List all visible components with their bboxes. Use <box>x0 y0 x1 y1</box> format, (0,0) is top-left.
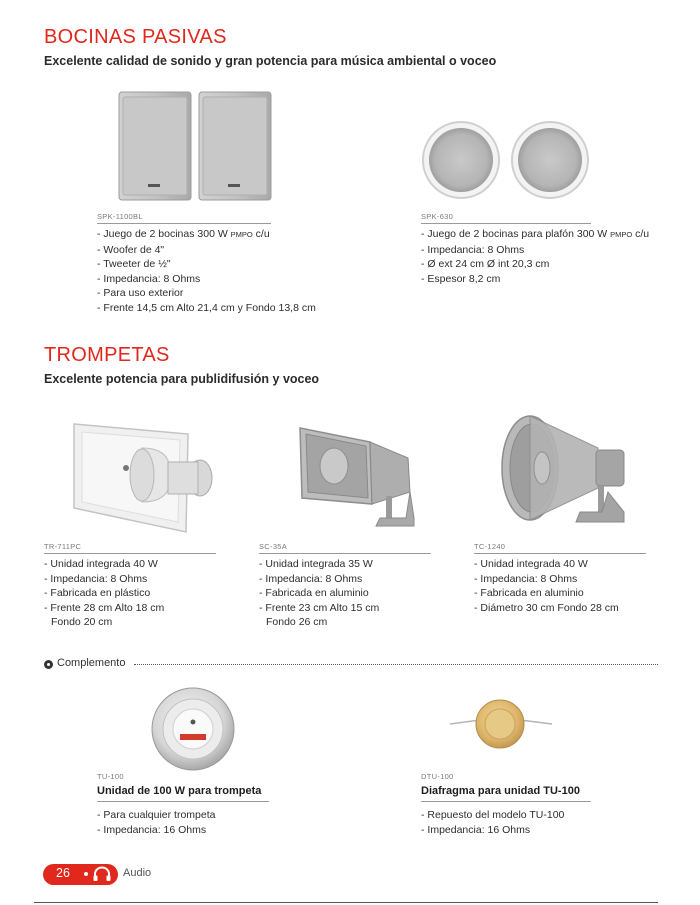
divider <box>474 553 646 554</box>
product-code: TU-100 <box>97 772 124 781</box>
spk-1100bl-image <box>116 90 276 202</box>
dotted-leader <box>134 664 658 665</box>
product-code: SPK-630 <box>421 212 454 221</box>
spec-item: - Unidad integrada 40 W <box>474 558 588 570</box>
tr-711pc-image <box>68 420 218 535</box>
spec-item: - Unidad integrada 40 W <box>44 558 158 570</box>
spec-item: - Repuesto del modelo TU-100 <box>421 809 565 821</box>
spec-list <box>44 557 164 630</box>
spec-item: - Para cualquier trompeta <box>97 809 216 821</box>
spec-item: - Impedancia: 8 Ohms <box>97 272 201 285</box>
complemento-label: Complemento <box>57 657 126 669</box>
product-code: TC-1240 <box>474 542 506 551</box>
section-subtitle-bocinas: Excelente calidad de sonido y gran potencia para música ambiental o voceo <box>44 54 497 68</box>
dtu-100-image <box>446 696 556 758</box>
spec-list <box>259 557 379 630</box>
section-title-trompetas: TROMPETAS <box>44 344 170 366</box>
page-number: 26 <box>56 866 70 880</box>
divider <box>421 223 591 224</box>
spec-item: - Juego de 2 bocinas 300 W PMPO c/u <box>97 228 270 240</box>
spec-item: Fondo 26 cm <box>266 616 328 628</box>
spec-list <box>421 227 649 286</box>
product-code: SC-35A <box>259 542 288 551</box>
spec-item: - Diámetro 30 cm Fondo 28 cm <box>474 601 619 614</box>
spec-list <box>97 808 215 837</box>
product-name: Unidad de 100 W para trompeta <box>97 785 262 797</box>
divider <box>97 223 271 224</box>
footer-divider <box>34 902 658 903</box>
section-title-bocinas: BOCINAS PASIVAS <box>44 26 227 48</box>
bullet-icon <box>44 660 53 669</box>
spec-item: - Tweeter de ½" <box>97 258 171 270</box>
product-name: Diafragma para unidad TU-100 <box>421 785 580 797</box>
spec-item: - Impedancia: 8 Ohms <box>474 572 578 585</box>
spec-item: Fondo 20 cm <box>51 616 113 628</box>
separator-dot <box>84 872 88 876</box>
headphones-icon <box>92 866 112 882</box>
spec-item: - Para uso exterior <box>97 287 184 299</box>
product-code: DTU-100 <box>421 772 454 781</box>
spec-item: - Juego de 2 bocinas para plafón 300 W PMPO c/u <box>421 228 650 240</box>
product-code: TR-711PC <box>44 542 82 551</box>
spec-item: - Espesor 8,2 cm <box>421 272 501 285</box>
spec-item: - Frente 23 cm Alto 15 cm <box>259 601 380 614</box>
spec-item: - Frente 28 cm Alto 18 cm <box>44 601 165 614</box>
divider <box>259 553 431 554</box>
spec-item: - Unidad integrada 35 W <box>259 558 373 570</box>
spec-item: - Impedancia: 8 Ohms <box>421 243 525 256</box>
divider <box>97 801 269 802</box>
spec-item: - Ø ext 24 cm Ø int 20,3 cm <box>421 258 550 270</box>
spec-list <box>421 808 564 837</box>
spec-item: - Fabricada en plástico <box>44 587 151 599</box>
spec-item: - Fabricada en aluminio <box>474 587 584 599</box>
product-code: SPK-1100BL <box>97 212 143 221</box>
divider <box>421 801 591 802</box>
divider <box>44 553 216 554</box>
sc-35a-image <box>290 422 430 534</box>
spec-item: - Fabricada en aluminio <box>259 587 369 599</box>
spec-list <box>97 227 316 315</box>
section-subtitle-trompetas: Excelente potencia para publidifusión y voceo <box>44 372 320 386</box>
spk-630-image <box>418 120 594 200</box>
spec-item: - Impedancia: 16 Ohms <box>421 823 531 836</box>
spec-item: - Impedancia: 8 Ohms <box>259 572 363 585</box>
spec-item: - Impedancia: 16 Ohms <box>97 823 207 836</box>
footer-section-label: Audio <box>123 867 152 879</box>
spec-list <box>474 557 619 615</box>
tu-100-image <box>150 686 236 772</box>
spec-item: - Woofer de 4" <box>97 243 165 256</box>
spec-item: - Frente 14,5 cm Alto 21,4 cm y Fondo 13,8 cm <box>97 301 316 314</box>
spec-item: - Impedancia: 8 Ohms <box>44 572 148 585</box>
tc-1240-image <box>498 412 638 532</box>
